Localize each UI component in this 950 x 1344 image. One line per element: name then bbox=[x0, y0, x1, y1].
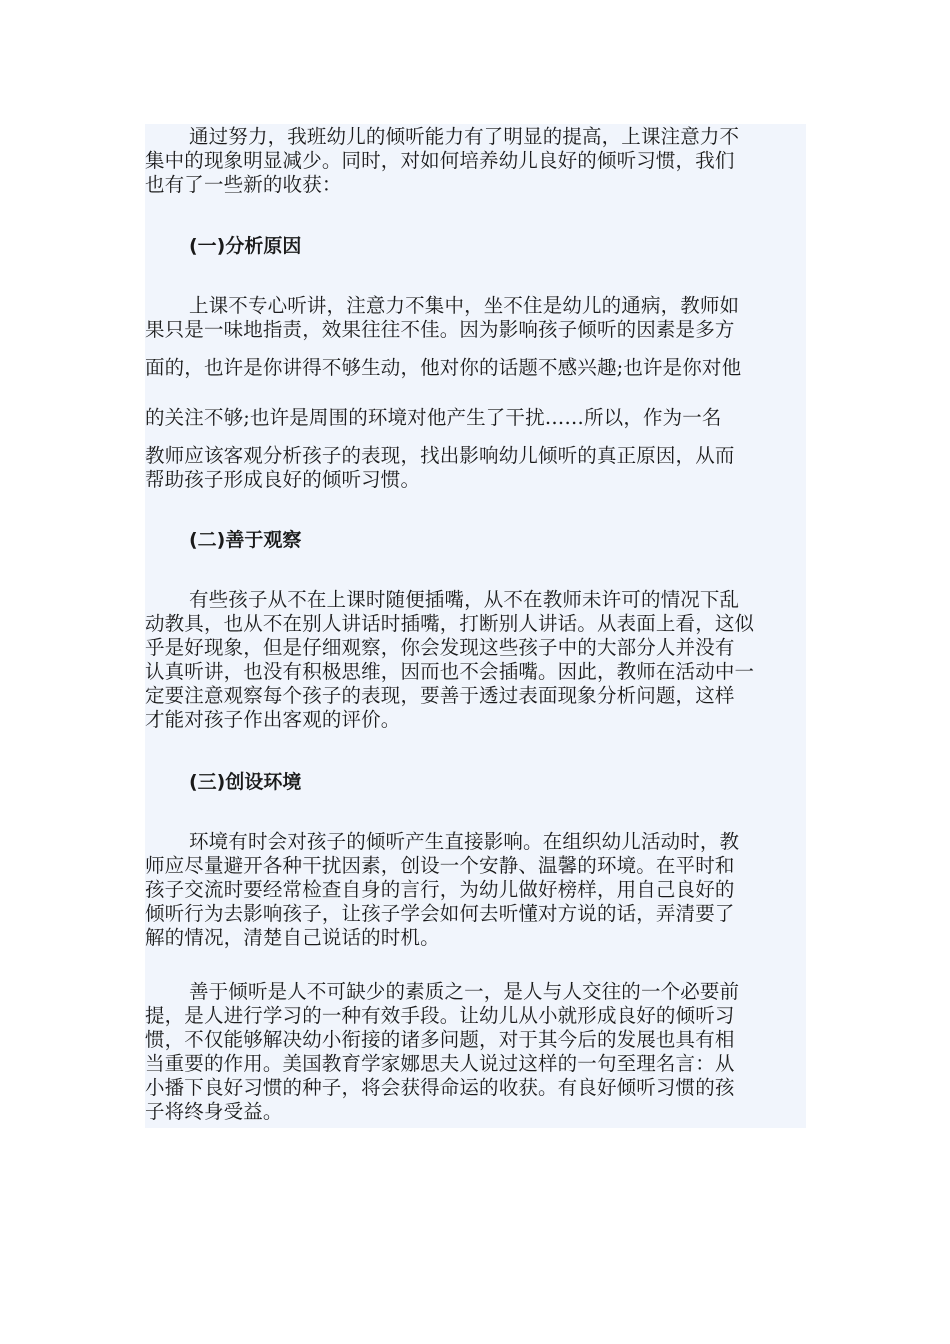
section1-line-3: 面的，也许是你讲得不够生动，他对你的话题不感兴趣;也许是你对他 bbox=[145, 356, 742, 379]
section-heading-3: (三)创设环境 bbox=[189, 771, 302, 793]
section3-line-2: 师应尽量避开各种干扰因素，创设一个安静、温馨的环境。在平时和 bbox=[145, 854, 735, 877]
intro-line-1: 通过努力，我班幼儿的倾听能力有了明显的提高，上课注意力不 bbox=[189, 125, 740, 148]
section3-line-5: 解的情况，清楚自己说话的时机。 bbox=[145, 926, 440, 949]
section3-line-3: 孩子交流时要经常检查自身的言行，为幼儿做好榜样，用自己良好的 bbox=[145, 878, 735, 901]
section3-line-4: 倾听行为去影响孩子，让孩子学会如何去听懂对方说的话，弄清要了 bbox=[145, 902, 735, 925]
closing-line-3: 惯，不仅能够解决幼小衔接的诸多问题，对于其今后的发展也具有相 bbox=[145, 1028, 735, 1051]
section-heading-1: (一)分析原因 bbox=[189, 235, 302, 257]
closing-line-6: 子将终身受益。 bbox=[145, 1100, 283, 1123]
closing-line-2: 提，是人进行学习的一种有效手段。让幼儿从小就形成良好的倾听习 bbox=[145, 1004, 735, 1027]
section2-line-1: 有些孩子从不在上课时随便插嘴，从不在教师未许可的情况下乱 bbox=[189, 588, 740, 611]
section1-line-1: 上课不专心听讲，注意力不集中，坐不住是幼儿的通病，教师如 bbox=[189, 294, 740, 317]
closing-line-1: 善于倾听是人不可缺少的素质之一，是人与人交往的一个必要前 bbox=[189, 980, 740, 1003]
section2-line-6: 才能对孩子作出客观的评价。 bbox=[145, 708, 401, 731]
section1-line-2: 果只是一味地指责，效果往往不佳。因为影响孩子倾听的因素是多方 bbox=[145, 318, 735, 341]
section-heading-2: (二)善于观察 bbox=[189, 529, 302, 551]
section1-line-4: 的关注不够;也许是周围的环境对他产生了干扰……所以，作为一名 bbox=[145, 406, 722, 429]
article-body bbox=[145, 124, 806, 1128]
section2-line-2: 动教具，也从不在别人讲话时插嘴，打断别人讲话。从表面上看，这似 bbox=[145, 612, 755, 635]
intro-line-3: 也有了一些新的收获： bbox=[145, 173, 342, 196]
closing-line-4: 当重要的作用。美国教育学家娜思夫人说过这样的一句至理名言：从 bbox=[145, 1052, 735, 1075]
section2-line-3: 乎是好现象，但是仔细观察，你会发现这些孩子中的大部分人并没有 bbox=[145, 636, 735, 659]
intro-line-2: 集中的现象明显减少。同时，对如何培养幼儿良好的倾听习惯，我们 bbox=[145, 149, 735, 172]
section3-line-1: 环境有时会对孩子的倾听产生直接影响。在组织幼儿活动时，教 bbox=[189, 830, 740, 853]
closing-line-5: 小播下良好习惯的种子，将会获得命运的收获。有良好倾听习惯的孩 bbox=[145, 1076, 735, 1099]
section1-line-6: 帮助孩子形成良好的倾听习惯。 bbox=[145, 468, 421, 491]
section2-line-5: 定要注意观察每个孩子的表现，要善于透过表面现象分析问题，这样 bbox=[145, 684, 735, 707]
section1-line-5: 教师应该客观分析孩子的表现，找出影响幼儿倾听的真正原因，从而 bbox=[145, 444, 735, 467]
section2-line-4: 认真听讲，也没有积极思维，因而也不会插嘴。因此，教师在活动中一 bbox=[145, 660, 755, 683]
